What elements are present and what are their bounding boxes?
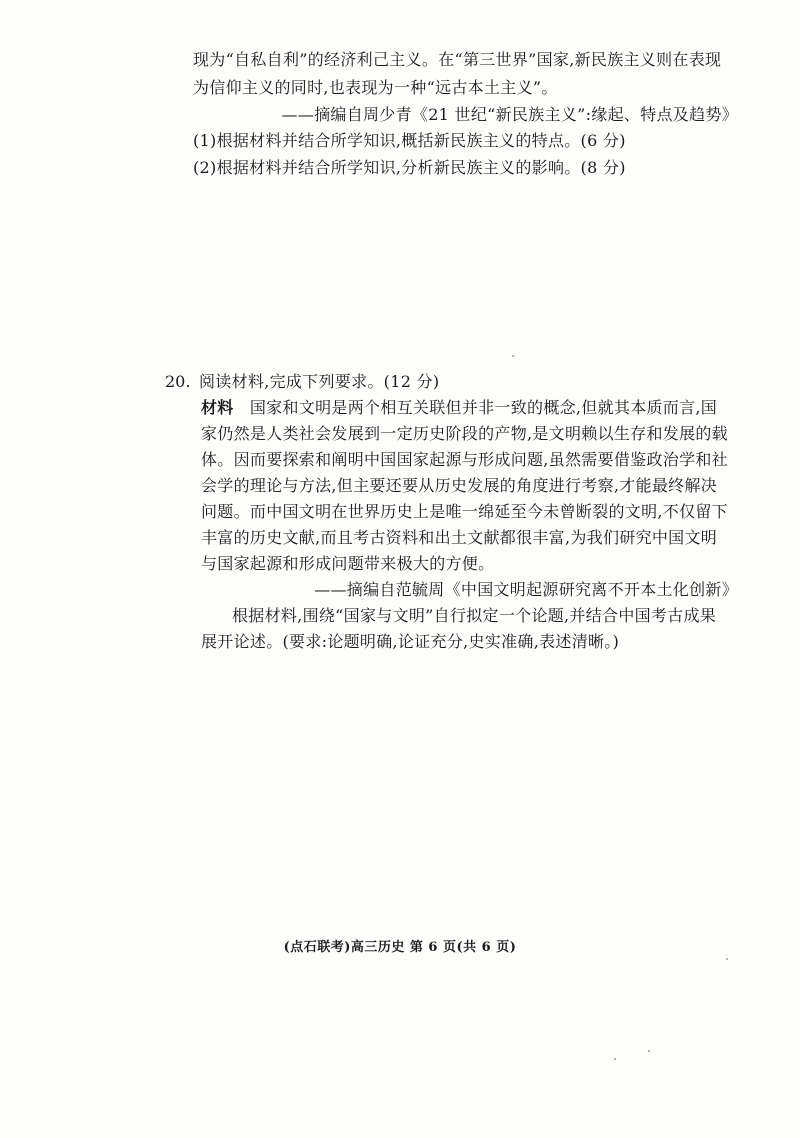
q20-task-line-2: 展开论述。(要求:论题明确,论证充分,史实准确,表述清晰。) <box>201 632 620 651</box>
scan-speck <box>512 355 514 357</box>
q20-material-line-1 <box>201 398 717 418</box>
q19-sub-question-1: (1)根据材料并结合所学知识,概括新民族主义的特点。(6 分) <box>193 131 626 150</box>
scan-speck <box>726 958 728 960</box>
material-text: 国家和文明是两个相互关联但并非一致的概念,但就其本质而言,国 <box>249 398 718 417</box>
q20-material-line-2: 家仍然是人类社会发展到一定历史阶段的产物,是文明赖以生存和发展的载 <box>201 424 728 443</box>
q20-material-line-5: 问题。而中国文明在世界历史上是唯一绵延至今未曾断裂的文明,不仅留下 <box>201 502 728 521</box>
q20-material-line-7: 与国家起源和形成问题带来极大的方便。 <box>201 554 495 573</box>
q20-material-line-3: 体。因而要探索和阐明中国国家起源与形成问题,虽然需要借鉴政治学和社 <box>201 450 728 469</box>
q20-number: 20. <box>165 372 191 391</box>
q19-source: ——摘编自周少青《21 世纪“新民族主义”:缘起、特点及趋势》 <box>281 105 738 124</box>
q20-material-line-6: 丰富的历史文献,而且考古资料和出土文献都很丰富,为我们研究中国文明 <box>201 528 718 547</box>
page-footer: (点石联考)高三历史 第 6 页(共 6 页) <box>283 940 517 955</box>
q20-material-line-4: 会学的理论与方法,但主要还要从历史发展的角度进行考察,才能最终解决 <box>201 476 718 495</box>
q20-task-line-1: 根据材料,围绕“国家与文明”自行拟定一个论题,并结合中国考古成果 <box>232 606 717 625</box>
scan-speck <box>614 1058 616 1060</box>
q19-sub-question-2: (2)根据材料并结合所学知识,分析新民族主义的影响。(8 分) <box>193 158 626 177</box>
q20-source: ——摘编自范毓周《中国文明起源研究离不开本土化创新》 <box>314 580 738 599</box>
q19-line-2: 为信仰主义的同时,也表现为一种“远古本土主义”。 <box>193 78 558 97</box>
material-label: 材料 <box>201 398 234 417</box>
q19-line-1: 现为“自私自利”的经济利己主义。在“第三世界”国家,新民族主义则在表现 <box>193 50 722 69</box>
scan-speck <box>648 1050 650 1052</box>
q20-prompt: 阅读材料,完成下列要求。(12 分) <box>199 372 440 391</box>
